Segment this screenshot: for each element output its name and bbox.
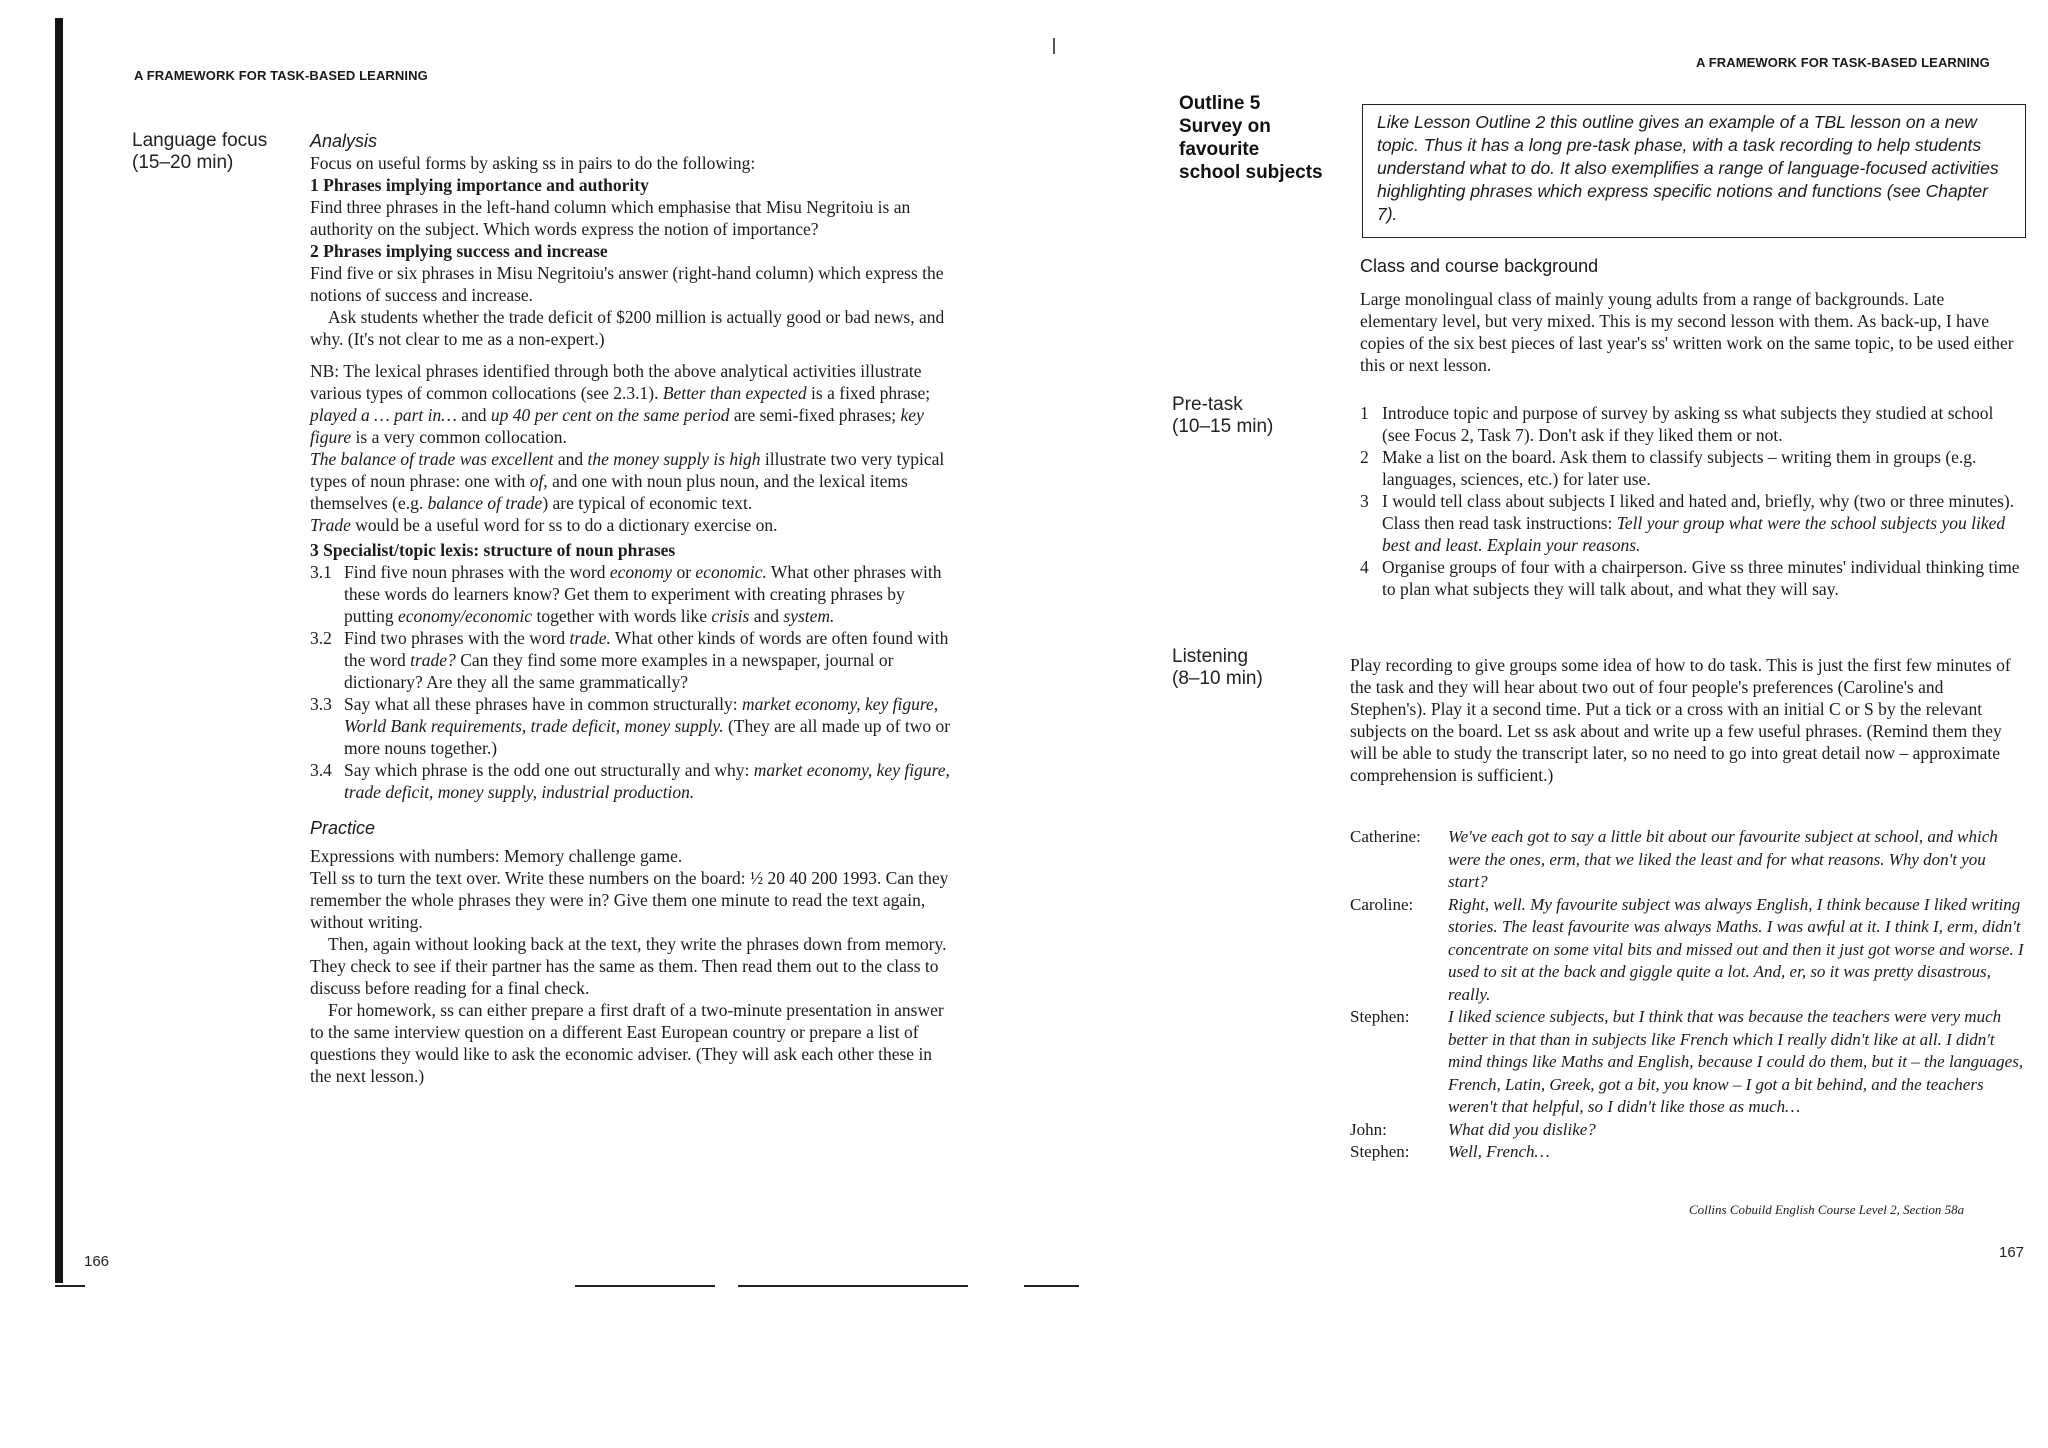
- speaker: Catherine:: [1350, 827, 1421, 846]
- sub-item-3-4: 3.4 Say which phrase is the odd one out structurally and why: market economy, key figure, trade deficit, money supply, industrial production.: [310, 760, 950, 802]
- speech: I liked science subjects, but I think that was because the teachers were very much better in that than in subjects like French which I really didn't like at all. I didn't mind things like Maths and English, because I could do them, but it – the languages, French, Latin, Greek, got a bit, you know – I got a bit behind, and the teachers weren't that helpful, so I didn't like those as much…: [1448, 1007, 2024, 1116]
- speaker: Stephen:: [1350, 1007, 1410, 1026]
- running-head: A FRAMEWORK FOR TASK-BASED LEARNING: [134, 68, 428, 83]
- nb-paragraph-3: Trade would be a useful word for ss to do a dictionary exercise on.: [310, 515, 778, 535]
- item1-text: Find three phrases in the left-hand column which emphasise that Misu Negritoiu is an authority on the subject. Which words express the notion of importance?: [310, 197, 911, 239]
- item1-heading: 1 Phrases implying importance and authority: [310, 175, 649, 195]
- item2-text-2: Ask students whether the trade deficit of $200 million is actually good or bad news, and why. (It's not clear to me as a non-expert.): [310, 307, 945, 349]
- analysis-intro: Focus on useful forms by asking ss in pairs to do the following:: [310, 153, 756, 173]
- section-label-title: Pre-task: [1172, 394, 1243, 415]
- sub-item-3-2: 3.2 Find two phrases with the word trade. What other kinds of words are often found with the word trade? Can they find some more examples in a newspaper, journal or dictionary? Are they all the same grammatically?: [310, 628, 949, 692]
- practice-p4: For homework, ss can either prepare a first draft of a two-minute presentation in answer to the same interview question on a different East European country or prepare a list of questions they would like to ask the economic adviser. (They will ask each other these in the next lesson.): [310, 1000, 944, 1086]
- speech: Well, French…: [1448, 1142, 1550, 1161]
- transcript-row: [1350, 1141, 2024, 1164]
- background-heading: Class and course background: [1360, 256, 1599, 276]
- list-item: 3 I would tell class about subjects I liked and hated and, briefly, why (two or three minutes). Class then read task instructions: Tell your group what were the school subjects you liked best and least. Explain your reasons.: [1360, 491, 2015, 555]
- nb-paragraph: NB: The lexical phrases identified through both the above analytical activities illustrate various types of common collocations (see 2.3.1). Better than expected is a fixed phrase; played a … part in… and up 40 per cent on the same period are semi-fixed phrases; key figure is a very common collocation.: [310, 361, 931, 447]
- section-label-title: Listening: [1172, 646, 1249, 667]
- list-item: 1 Introduce topic and purpose of survey by asking ss what subjects they studied at school (see Focus 2, Task 7). Don't ask if they liked them or not.: [1360, 403, 1994, 445]
- analysis-heading: Analysis: [310, 131, 378, 151]
- item2-text: Find five or six phrases in Misu Negritoiu's answer (right-hand column) which express the notions of success and increase.: [310, 263, 944, 305]
- item2-heading: 2 Phrases implying success and increase: [310, 241, 608, 261]
- speaker: John:: [1350, 1119, 1387, 1139]
- practice-p1: Expressions with numbers: Memory challenge game.: [310, 846, 683, 866]
- bottom-rule: [1024, 1285, 1079, 1287]
- transcript-row: [1350, 1006, 2024, 1119]
- speech: Right, well. My favourite subject was always English, I think because I liked writing stories. The least favourite was always Maths. I was awful at it. I think I, erm, didn't concentrate on some vital bits and missed out and then it just got worse and worse. I used to sit at the back and giggle quite a lot. And, er, so it was pretty disastrous, really.: [1448, 894, 2024, 1004]
- practice-heading: Practice: [310, 818, 376, 838]
- page-number: 167: [1999, 1244, 2025, 1261]
- list-item: 2 Make a list on the board. Ask them to classify subjects – writing them in groups (e.g. languages, sciences, etc.) for later use.: [1360, 447, 1977, 489]
- section-label-duration: (15–20 min): [132, 152, 234, 173]
- pre-task-list: [1360, 402, 2024, 600]
- section-label-duration: (8–10 min): [1172, 668, 1263, 689]
- section-label-listening: [1172, 646, 1263, 690]
- speech: We've each got to say a little bit about our favourite subject at school, and which were the ones, erm, that we liked the least and for what reasons. Why don't you start?: [1448, 827, 1998, 891]
- background-text: Large monolingual class of mainly young adults from a range of backgrounds. Late elementary level, but very mixed. This is my second lesson with them. As back-up, I have copies of the six best pieces of last year's ss' written work on the same topic, to be used either this or next lesson.: [1360, 289, 2014, 375]
- speaker: Caroline:: [1350, 894, 1414, 914]
- section-label-pre-task: [1172, 394, 1273, 438]
- transcript: [1350, 826, 2024, 1164]
- transcript-row: [1350, 1119, 2024, 1142]
- fraction: ½: [750, 868, 764, 888]
- nb-paragraph-2: The balance of trade was excellent and the money supply is high illustrate two very typical types of noun phrase: one with of, and one with noun plus noun, and the lexical items themselves (e.g. balance of trade) are typical of economic text.: [310, 449, 945, 513]
- sub-item-3-3: 3.3 Say what all these phrases have in common structurally: market economy, key figure, World Bank requirements, trade deficit, money supply. (They are all made up of two or more nouns together.): [310, 694, 951, 758]
- language-focus-column: [310, 130, 952, 1087]
- page-number: 166: [84, 1253, 110, 1270]
- right-page: [1024, 0, 2048, 1448]
- running-head: A FRAMEWORK FOR TASK-BASED LEARNING: [1696, 55, 1990, 70]
- section-label-language-focus: [132, 130, 267, 174]
- practice-p3: Then, again without looking back at the text, they write the phrases down from memory. They check to see if their partner has the same as them. Then read them out to the class to discuss before reading for a final check.: [310, 934, 947, 998]
- outline-title: [1179, 92, 1323, 184]
- list-item: 4 Organise groups of four with a chairperson. Give ss three minutes' individual thinking time to plan what subjects they will talk about, and what they will say.: [1360, 557, 2020, 599]
- section-label-duration: (10–15 min): [1172, 416, 1274, 437]
- speaker: Stephen:: [1350, 1142, 1410, 1161]
- bottom-rule: [55, 1285, 85, 1287]
- speech: What did you dislike?: [1448, 1119, 1596, 1139]
- source-credit: Collins Cobuild English Course Level 2, Section 58a: [1689, 1202, 1965, 1217]
- sub-item-3-1: 3.1 Find five noun phrases with the word economy or economic. What other phrases with these words do learners know? Get them to experiment with creating phrases by putting economy/economic together with words like crisis and system.: [310, 562, 942, 626]
- outline-title-line: favourite: [1179, 139, 1260, 160]
- bottom-rule: [575, 1285, 715, 1287]
- outline-note-box: Like Lesson Outline 2 this outline gives an example of a TBL lesson on a new topic. Thus it has a long pre-task phase, with a task recording to help students understand what to do. It also exemplifies a range of language-focused activities highlighting phrases which express specific notions and functions (see Chapter 7).: [1362, 104, 2026, 238]
- item3-heading: 3 Specialist/topic lexis: structure of noun phrases: [310, 540, 676, 560]
- listening-text: Play recording to give groups some idea of how to do task. This is just the first few minutes of the task and they will hear about two out of four people's preferences (Caroline's and Stephen's). Play it a second time. Put a tick or a cross with an initial C or S by the relevant subjects on the board. Let ss ask about and write up a few useful phrases. (Remind them they will be able to study the transcript later, so no need to go into great detail now – approximate comprehension is sufficient.): [1350, 655, 2011, 785]
- transcript-row: [1350, 826, 2024, 894]
- binding-bar: [55, 18, 63, 1283]
- bottom-rule: [738, 1285, 968, 1287]
- section-label-title: Language focus: [132, 130, 268, 151]
- practice-p2: Tell ss to turn the text over. Write these numbers on the board: ½ 20 40 200 1993. Can they remember the whole phrases they were in? Give them one minute to read the text again, without writing.: [310, 868, 949, 932]
- outline-number: Outline 5: [1179, 93, 1261, 114]
- transcript-row: [1350, 894, 2024, 1007]
- outline-title-line: school subjects: [1179, 162, 1323, 183]
- outline-title-line: Survey on: [1179, 116, 1271, 137]
